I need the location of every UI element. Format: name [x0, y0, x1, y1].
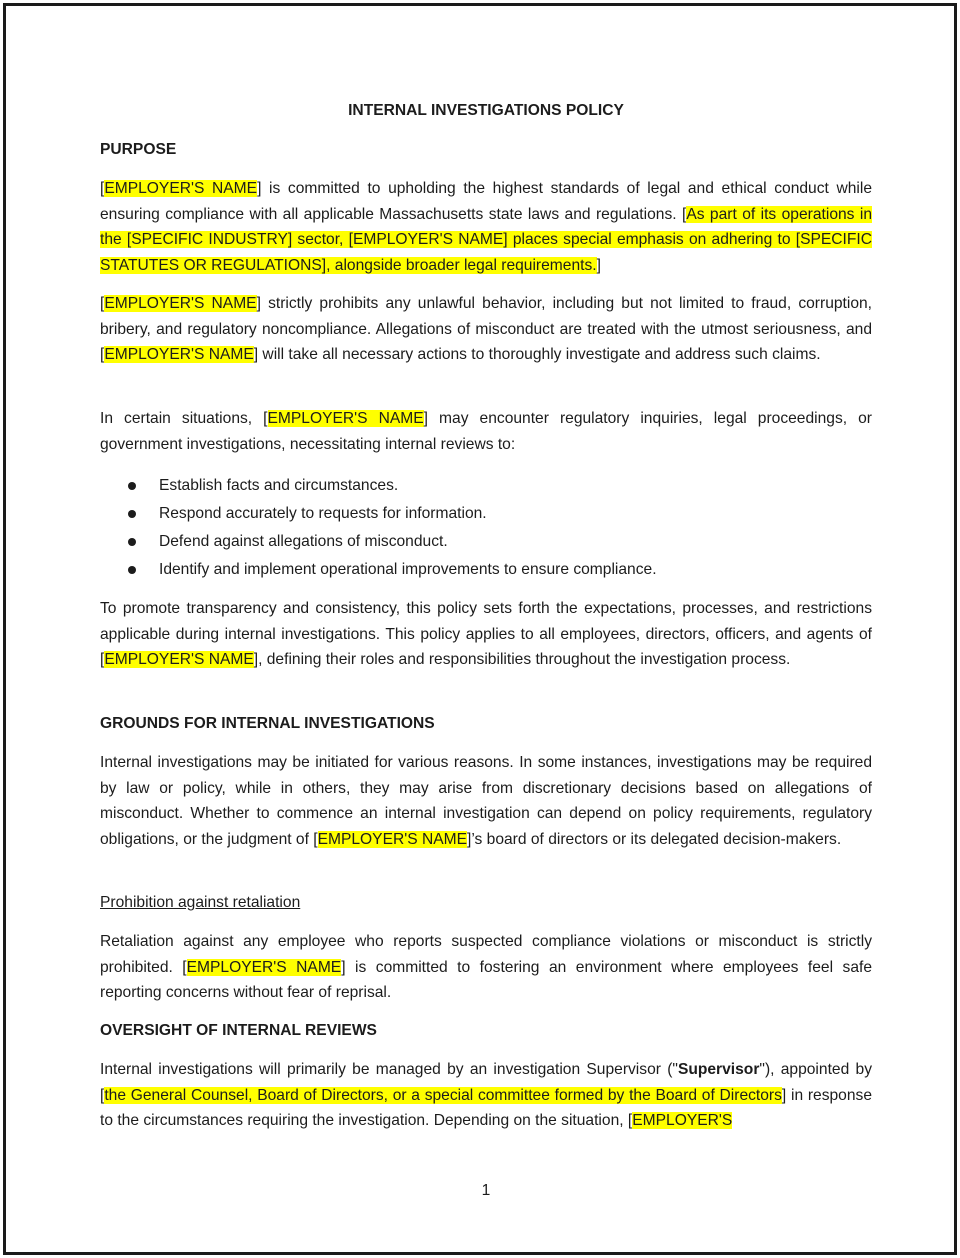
- page-number: 1: [481, 1182, 491, 1199]
- text-run: ] is committed to fostering an environment where employees feel safe reporting concerns without fear of reprisal.: [100, 958, 872, 1001]
- grounds-paragraph-1: [100, 750, 872, 852]
- purpose-paragraph-4: [100, 596, 872, 673]
- list-item-text: Respond accurately to requests for information.: [159, 505, 487, 522]
- text-run: [: [100, 180, 105, 197]
- list-item: [100, 472, 872, 500]
- text-run: In certain situations, [: [100, 410, 268, 427]
- bullet-icon: [128, 538, 136, 546]
- text-run: ]’s board of directors or its delegated decision-makers.: [467, 830, 842, 848]
- list-item-text: Establish facts and circumstances.: [159, 477, 399, 494]
- text-run: ] will take all necessary actions to thoroughly investigate and address such claims.: [253, 346, 821, 363]
- placeholder-employer-name: EMPLOYER'S NAME: [104, 295, 257, 312]
- text-run: ], defining their roles and responsibilities throughout the investigation process.: [253, 651, 791, 668]
- text-run: ] is committed to upholding the highest standards of legal and ethical conduct while ensuring compliance with all applicable Massachusetts state laws and regulations. [: [100, 180, 872, 223]
- purpose-paragraph-3: [100, 406, 872, 457]
- purpose-bullet-list: [100, 472, 872, 584]
- list-item: [100, 556, 872, 584]
- list-item-text: Identify and implement operational improvements to ensure compliance.: [159, 561, 657, 578]
- bullet-icon: [128, 510, 136, 518]
- document-title: INTERNAL INVESTIGATIONS POLICY: [348, 102, 624, 119]
- text-run: [: [100, 295, 105, 312]
- list-item: [100, 528, 872, 556]
- oversight-paragraph-1: [100, 1057, 872, 1134]
- grounds-heading: GROUNDS FOR INTERNAL INVESTIGATIONS: [100, 715, 435, 732]
- list-item: [100, 500, 872, 528]
- placeholder-appointing-body: the General Counsel, Board of Directors, or a special committee formed by the Board of Directors: [104, 1086, 782, 1104]
- text-run: To promote transparency and consistency, this policy sets forth the expectations, processes, and restrictions applicable during internal investigations. This policy applies to all employees, directors, officers, and agents of [: [100, 600, 872, 668]
- purpose-paragraph-2: [100, 291, 872, 368]
- placeholder-employer-name: EMPLOYER'S NAME: [317, 830, 468, 848]
- page-frame: [3, 3, 957, 1255]
- text-run: ] strictly prohibits any unlawful behavior, including but not limited to fraud, corruption, bribery, and regulatory noncompliance. Allegations of misconduct are treated with the utmost seriousness, and [: [100, 295, 873, 363]
- text-run: ]: [596, 256, 601, 274]
- purpose-heading: PURPOSE: [100, 141, 177, 158]
- oversight-heading: OVERSIGHT OF INTERNAL REVIEWS: [100, 1022, 377, 1039]
- text-run: ] in response to the circumstances requiring the investigation. Depending on the situation, [: [100, 1086, 872, 1129]
- placeholder-employer-name: EMPLOYER'S NAME: [186, 958, 342, 976]
- placeholder-employer-name: EMPLOYER'S NAME: [104, 346, 254, 363]
- placeholder-employer-name: EMPLOYER'S: [632, 1112, 733, 1129]
- purpose-paragraph-1: [100, 176, 872, 278]
- placeholder-employer-name: EMPLOYER'S NAME: [104, 180, 258, 197]
- text-run: ] may encounter regulatory inquiries, legal proceedings, or government investigations, necessitating internal reviews to:: [100, 410, 873, 453]
- grounds-paragraph-2: [100, 929, 872, 1006]
- retaliation-subheading: Prohibition against retaliation: [100, 894, 301, 911]
- bullet-icon: [128, 566, 136, 574]
- placeholder-industry-clause: As part of its operations in the [SPECIFIC INDUSTRY] sector, [EMPLOYER'S NAME] places special emphasis on adhering to [SPECIFIC STATUTES OR REGULATIONS], alongside broader legal requirements.: [100, 205, 873, 274]
- bullet-icon: [128, 482, 136, 490]
- placeholder-employer-name: EMPLOYER'S NAME: [104, 651, 254, 668]
- text-run: Internal investigations will primarily be managed by an investigation Supervisor (": [100, 1061, 678, 1078]
- list-item-text: Defend against allegations of misconduct.: [159, 533, 448, 550]
- placeholder-employer-name: EMPLOYER'S NAME: [267, 410, 424, 427]
- defined-term-supervisor: Supervisor: [677, 1061, 760, 1078]
- text-run: Retaliation against any employee who reports suspected compliance violations or misconduct is strictly prohibited. [: [100, 933, 872, 976]
- text-run: "), appointed by [: [100, 1061, 872, 1104]
- text-run: Internal investigations may be initiated for various reasons. In some instances, investigations may be required by law or policy, while in others, they may arise from discretionary decisions based on allegations of misconduct. Whether to commence an internal investigation can depend on policy requirements, regulatory obligations, or the judgment of [: [100, 754, 872, 848]
